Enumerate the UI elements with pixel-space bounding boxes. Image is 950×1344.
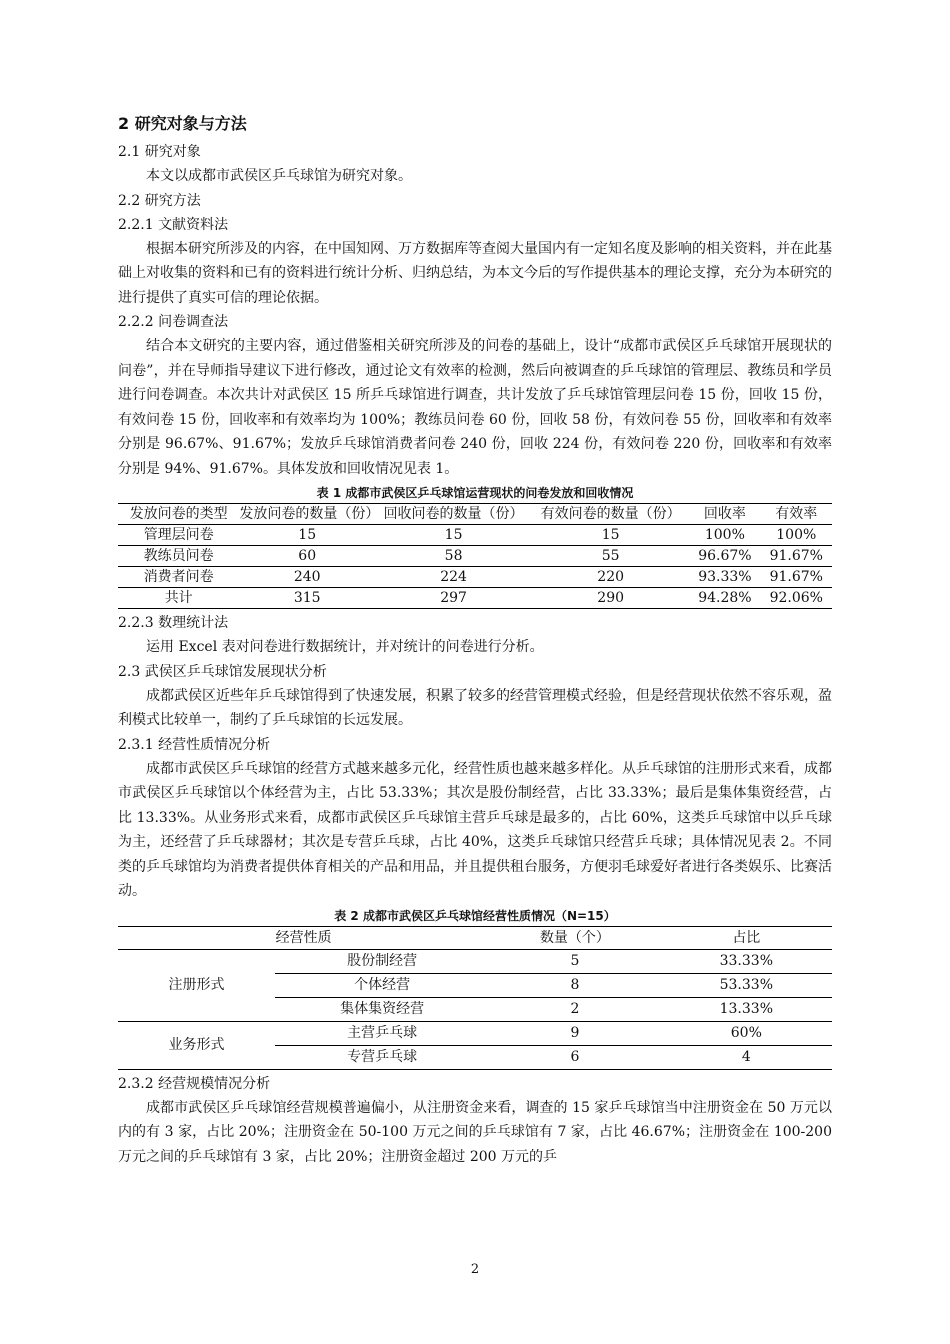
page-number: 2 xyxy=(470,1262,480,1277)
table-row xyxy=(118,567,832,588)
paragraph-2-2-2: 结合本文研究的主要内容，通过借鉴相关研究所涉及的问卷的基础上，设计“成都市武侯区乒乓球馆开展现状的问卷”，并在导师指导建议下进行修改，通过论文有效率的检测，然后向被调查的乒乓球馆的管理层、教练员和学员进行问卷调查。本次共计对武侯区 15 所乒乓球馆进行调查，共计发放了乒乓球馆管理层问卷 15 份，回收 15 份，有效问卷 15 份，回收率和有效率均为 100%；教练员问卷 60 份，回收 58 份，有效问卷 55 份，回收率和有效率分别是 96.67%、91.67%；发放乒乓球馆消费者问卷 240 份，回收 224 份，有效问卷 220 份，回收率和有效率分别是 94%、91.67%。具体发放和回收情况见表 1。 xyxy=(118,338,832,477)
table-cell: 15 xyxy=(532,525,689,546)
table-cell: 股份制经营 xyxy=(275,949,489,973)
heading-2-2-3: 2.2.3 数理统计法 xyxy=(118,615,229,631)
heading-2-1: 2.1 研究对象 xyxy=(118,144,201,160)
table-cell: 教练员问卷 xyxy=(118,546,239,567)
table-cell: 91.67% xyxy=(761,546,832,567)
table-row xyxy=(118,588,832,609)
table2-header-row xyxy=(118,926,832,949)
table1-header: 发放问卷的数量（份） xyxy=(239,504,375,525)
table-cell: 91.67% xyxy=(761,567,832,588)
table-cell: 53.33% xyxy=(661,973,832,997)
heading-2-2-2: 2.2.2 问卷调查法 xyxy=(118,314,229,330)
heading-2-3-1: 2.3.1 经营性质情况分析 xyxy=(118,736,271,753)
table-cell: 220 xyxy=(532,567,689,588)
table-cell: 93.33% xyxy=(689,567,760,588)
table-cell: 240 xyxy=(239,567,375,588)
table-cell: 4 xyxy=(741,1048,751,1065)
table2-header: 占比 xyxy=(661,926,832,949)
table-cell: 224 xyxy=(375,567,532,588)
paragraph-2-3-1: 成都市武侯区乒乓球馆的经营方式越来越多元化，经营性质也越来越多样化。从乒乓球馆的注册形式来看，成都市武侯区乒乓球馆以个体经营为主，占比 53.33%；其次是股份制经营，占比 33.33%；最后是集体集资经营，占比 13.33%。从业务形式来看，成都市武侯区乒乓球馆主营乒乓球是最多的，占比 60%，这类乒乓球馆中以乒乓球为主，还经营了乒乓球器材；其次是专营乒乓球，占比 40%，这类乒乓球馆只经营乒乓球；具体情况见表 2。不同类的乒乓球馆均为消费者提供体育相关的产品和用品，并且提供租台服务，方便羽毛球爱好者进行各类娱乐、比赛活动。 xyxy=(118,760,832,899)
table2-caption: 表 2 成都市武侯区乒乓球馆经营性质情况（N=15） xyxy=(334,908,616,923)
table-group-cell: 注册形式 xyxy=(118,949,275,1021)
paragraph-2-2-1: 根据本研究所涉及的内容，在中国知网、万方数据库等查阅大量国内有一定知名度及影响的相关资料，并在此基础上对收集的资料和已有的资料进行统计分析、归纳总结，为本文今后的写作提供基本的理论支撑，充分为本研究的进行提供了真实可信的理论依据。 xyxy=(118,240,832,306)
paragraph-2-3-2: 成都市武侯区乒乓球馆经营规模普遍偏小，从注册资金来看，调查的 15 家乒乓球馆当中注册资金在 50 万元以内的有 3 家，占比 20%；注册资金在 50-100 万元之间的乒乓球馆有 7 家，占比 46.67%；注册资金在 100-200 万元之间的乒乓球馆有 3 家，占比 20%；注册资金超过 200 万元的乒 xyxy=(118,1099,832,1165)
table2 xyxy=(118,926,832,1070)
table-row xyxy=(118,525,832,546)
table2-header: 经营性质 xyxy=(118,926,489,949)
table-cell: 管理层问卷 xyxy=(118,525,239,546)
heading-2-2-1: 2.2.1 文献资料法 xyxy=(118,216,229,233)
table-cell: 315 xyxy=(293,590,321,606)
table-cell: 2 xyxy=(489,997,660,1021)
table-cell: 共计 xyxy=(164,590,193,606)
table-cell: 60 xyxy=(239,546,375,567)
table-cell: 94.28% xyxy=(698,590,752,606)
table-group-cell: 业务形式 xyxy=(168,1036,225,1053)
table-cell: 集体集资经营 xyxy=(275,997,489,1021)
table-cell: 9 xyxy=(489,1021,660,1045)
table-cell: 5 xyxy=(489,949,660,973)
paragraph-2-1: 本文以成都市武侯区乒乓球馆为研究对象。 xyxy=(146,168,412,184)
table-cell: 消费者问卷 xyxy=(118,567,239,588)
table1-header: 发放问卷的类型 xyxy=(118,504,239,525)
heading-2-2: 2.2 研究方法 xyxy=(118,192,201,209)
table-cell: 60% xyxy=(661,1021,832,1045)
table-cell: 100% xyxy=(689,525,760,546)
table-cell: 专营乒乓球 xyxy=(347,1048,418,1065)
table2-header: 数量（个） xyxy=(489,926,660,949)
paragraph-2-3: 成都武侯区近些年乒乓球馆得到了快速发展，积累了较多的经营管理模式经验，但是经营现状依然不容乐观，盈利模式比较单一，制约了乒乓球馆的长远发展。 xyxy=(118,687,832,728)
table1-header-row xyxy=(118,504,832,525)
table1-header: 回收率 xyxy=(689,504,760,525)
table-cell: 290 xyxy=(597,590,625,606)
table-cell: 13.33% xyxy=(661,997,832,1021)
table-cell: 58 xyxy=(375,546,532,567)
table1-header: 有效问卷的数量（份） xyxy=(532,504,689,525)
table1-header: 有效率 xyxy=(761,504,832,525)
table-cell: 15 xyxy=(375,525,532,546)
table-cell: 96.67% xyxy=(689,546,760,567)
table-row xyxy=(118,546,832,567)
table-row xyxy=(118,1021,832,1045)
table-cell: 92.06% xyxy=(769,590,823,606)
table1-header: 回收问卷的数量（份） xyxy=(375,504,532,525)
heading-2-3: 2.3 武侯区乒乓球馆发展现状分析 xyxy=(118,663,327,680)
paragraph-2-2-3: 运用 Excel 表对问卷进行数据统计，并对统计的问卷进行分析。 xyxy=(146,639,544,655)
table1-caption: 表 1 成都市武侯区乒乓球馆运营现状的问卷发放和回收情况 xyxy=(316,486,634,500)
document-page xyxy=(118,112,832,1169)
table-cell: 6 xyxy=(570,1048,580,1065)
table-cell: 55 xyxy=(532,546,689,567)
table-row xyxy=(118,949,832,973)
table-cell: 297 xyxy=(440,590,467,606)
table-cell: 8 xyxy=(489,973,660,997)
table-cell: 主营乒乓球 xyxy=(275,1021,489,1045)
table1 xyxy=(118,503,832,609)
table-cell: 15 xyxy=(239,525,375,546)
table-cell: 100% xyxy=(761,525,832,546)
heading-2-3-2: 2.3.2 经营规模情况分析 xyxy=(118,1075,271,1092)
table-cell: 个体经营 xyxy=(275,973,489,997)
section-title: 2 研究对象与方法 xyxy=(118,114,247,133)
table-cell: 33.33% xyxy=(661,949,832,973)
